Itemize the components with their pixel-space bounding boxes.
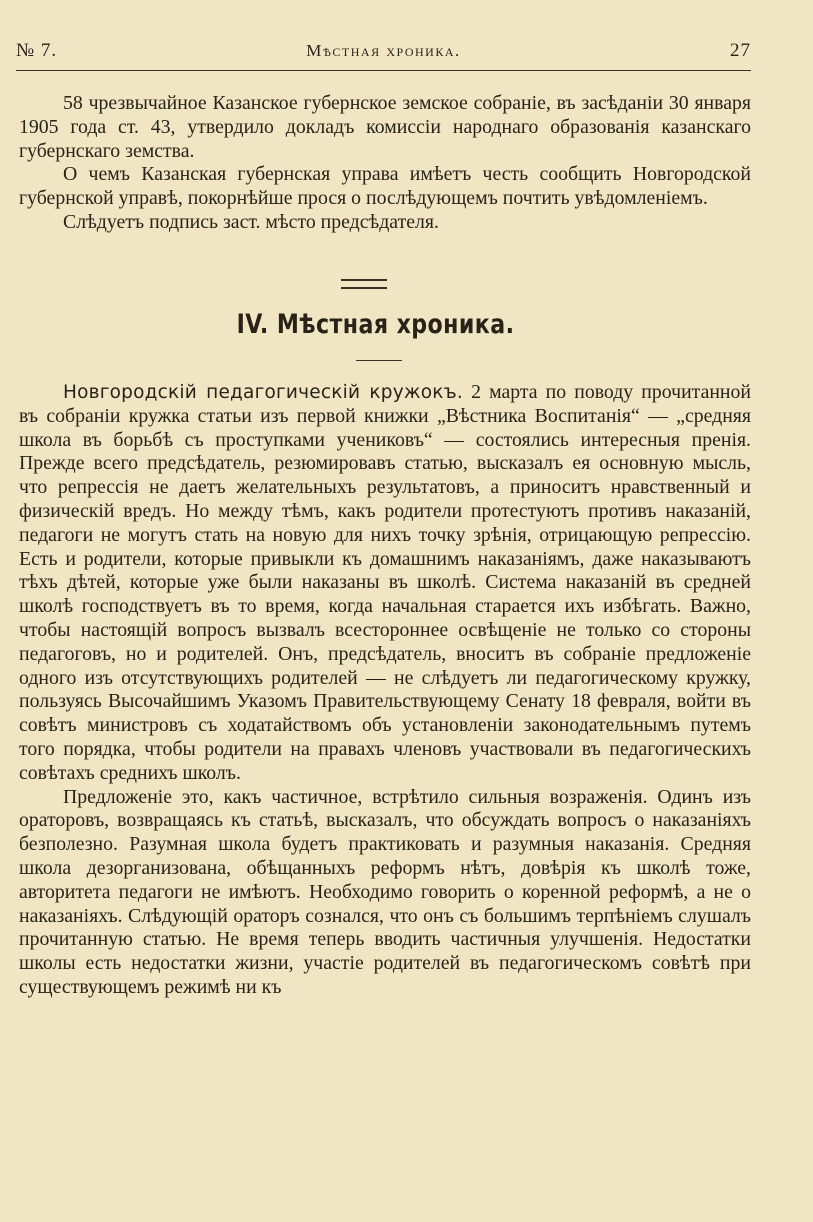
page-number: 27 bbox=[730, 40, 751, 61]
running-title: Мѣстная хроника. bbox=[306, 41, 461, 60]
paragraph bbox=[19, 381, 751, 786]
issue-number: № 7. bbox=[16, 40, 58, 61]
letter-ending bbox=[19, 92, 751, 235]
chronicle-text bbox=[19, 381, 751, 1000]
paragraph: 58 чрезвычайное Казанское губернское земское собраніе, въ засѣданіи 30 января 1905 года ст. 43, утвердило докладъ комиссіи народнаго образованія казанскаго губернскаго земства. bbox=[19, 92, 751, 162]
double-rule-ornament bbox=[341, 279, 387, 289]
article-headword: Новгородскій педагогическій кружокъ. bbox=[63, 382, 463, 403]
section-title: IV. Мѣстная хроника. bbox=[236, 309, 515, 340]
section-rule bbox=[356, 360, 402, 361]
signature-note: Слѣдуетъ подпись заст. мѣсто предсѣдателя. bbox=[63, 210, 439, 233]
paragraph-body: 2 марта по поводу прочитанной въ собраніи кружка статьи изъ первой книжки „Вѣстника Воспитанія“ — „средняя школа въ борьбѣ съ проступками учениковъ“ — состоялись интересныя пренія. Прежде всего предсѣдатель, резюмировавъ статью, высказалъ ея основную мысль, что репрессія не даетъ желательныхъ результатовъ, а приноситъ нравственный и физическій вредъ. Но между тѣмъ, какъ родители протестуютъ противъ наказаній, педагоги не могутъ стать на новую для нихъ точку зрѣнія, отрицающую репрессію. Есть и родители, которые привыкли къ домашнимъ наказаніямъ, даже наказываютъ тѣхъ дѣтей, которые уже были наказаны въ школѣ. Система наказаній въ средней школѣ господствуетъ въ то время, когда начальная старается ихъ избѣгать. Важно, чтобы настоящій вопросъ вызвалъ всестороннее освѣщеніе не только со стороны педагоговъ, но и родителей. Онъ, предсѣдатель, вноситъ въ собраніе предложеніе одного изъ отсутствующихъ родителей — не слѣдуетъ ли педагогическому кружку, пользуясь Высочайшимъ Указомъ Правительствующему Сенату 18 февраля, войти въ совѣтъ министровъ съ ходатайствомъ объ установленіи законодательнымъ путемъ того порядка, чтобы родители на правахъ членовъ участвовали въ педагогическихъ совѣтахъ среднихъ школъ. bbox=[19, 381, 751, 784]
running-header bbox=[16, 36, 751, 71]
paragraph: Предложеніе это, какъ частичное, встрѣтило сильныя возраженія. Одинъ изъ ораторовъ, возвращаясь къ статьѣ, высказалъ, что обсуждать вопросъ о наказаніяхъ безполезно. Разумная школа будетъ практиковать и разумныя наказанія. Средняя школа дезорганизована, обѣщанныхъ реформъ нѣтъ, довѣрія къ школѣ тоже, авторитета педагоги не имѣютъ. Необходимо говорить о коренной реформѣ, а не о наказаніяхъ. Слѣдующій ораторъ сознался, что онъ съ большимъ терпѣніемъ слушалъ прочитанную статью. Не время теперь вводить частичныя улучшенія. Недостатки школы есть недостатки жизни, участіе родителей въ педагогическомъ совѣтѣ при существующемъ режимѣ ни къ bbox=[19, 785, 751, 998]
paragraph: О чемъ Казанская губернская управа имѣетъ честь сообщить Новгородской губернской управѣ, покорнѣйше прося о послѣдующемъ почтить увѣдомленіемъ. bbox=[19, 163, 751, 210]
